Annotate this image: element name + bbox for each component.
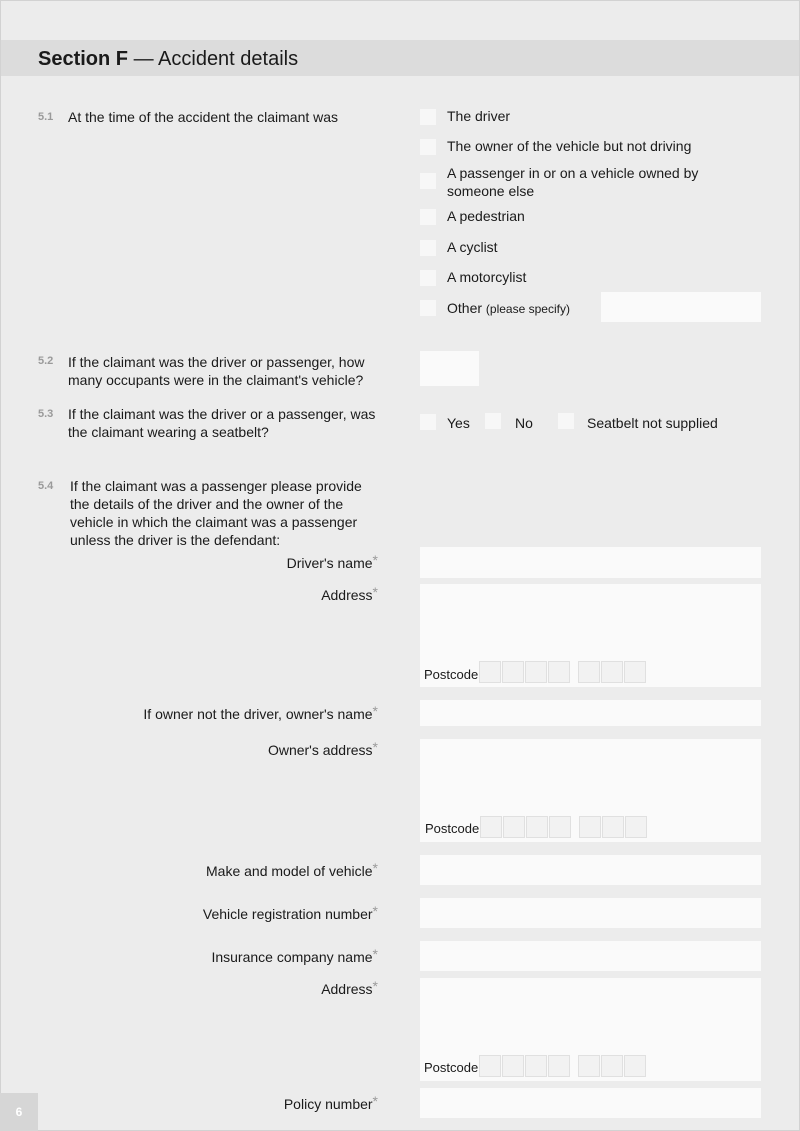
postcode-cell[interactable] bbox=[502, 1055, 524, 1077]
field-label-text: Insurance company name bbox=[211, 949, 373, 965]
option-label: Seatbelt not supplied bbox=[587, 415, 718, 431]
required-icon: * bbox=[372, 903, 378, 919]
occupants-count-input[interactable] bbox=[420, 351, 479, 386]
postcode-label: Postcode bbox=[425, 821, 480, 836]
checkbox-owner-not-driving[interactable] bbox=[420, 139, 436, 155]
required-icon: * bbox=[372, 739, 378, 755]
other-specify-input[interactable] bbox=[601, 292, 761, 322]
option-label: A passenger in or on a vehicle owned by someone else bbox=[447, 165, 699, 199]
postcode-cell[interactable] bbox=[548, 1055, 570, 1077]
registration-label bbox=[202, 903, 378, 922]
make-model-label bbox=[206, 860, 378, 879]
option-other-hint: (please specify) bbox=[485, 302, 570, 316]
question-number: 5.1 bbox=[38, 111, 54, 123]
checkbox-cyclist[interactable] bbox=[420, 240, 436, 256]
postcode-cell[interactable] bbox=[549, 816, 571, 838]
owners-address-label bbox=[267, 739, 378, 758]
postcode-cell[interactable] bbox=[578, 1055, 600, 1077]
checkbox-seatbelt-not-supplied[interactable] bbox=[558, 413, 574, 429]
option-label: No bbox=[515, 415, 533, 431]
postcode-label: Postcode bbox=[424, 1060, 479, 1075]
option-label: A cyclist bbox=[447, 239, 498, 255]
required-icon: * bbox=[372, 584, 378, 600]
required-icon: * bbox=[372, 1093, 378, 1109]
postcode-cell[interactable] bbox=[548, 661, 570, 683]
checkbox-seatbelt-no[interactable] bbox=[485, 413, 501, 429]
field-label-text: Driver's name bbox=[286, 555, 373, 571]
field-label-text: Owner's address bbox=[267, 742, 373, 758]
driver-address-label bbox=[321, 584, 378, 603]
checkbox-passenger[interactable] bbox=[420, 173, 436, 189]
postcode-cell[interactable] bbox=[480, 816, 502, 838]
required-icon: * bbox=[372, 860, 378, 876]
drivers-name-label bbox=[286, 552, 378, 571]
option-label-other bbox=[447, 300, 570, 316]
policy-number-label bbox=[283, 1093, 378, 1112]
postcode-cell[interactable] bbox=[602, 816, 624, 838]
postcode-cell[interactable] bbox=[526, 816, 548, 838]
postcode-cell[interactable] bbox=[579, 816, 601, 838]
postcode-cell[interactable] bbox=[525, 661, 547, 683]
question-text: At the time of the accident the claimant was bbox=[68, 109, 339, 125]
postcode-cell[interactable] bbox=[479, 1055, 501, 1077]
field-label-text: Vehicle registration number bbox=[202, 906, 373, 922]
required-icon: * bbox=[372, 978, 378, 994]
policy-number-input[interactable] bbox=[420, 1088, 761, 1118]
field-label-text: Address bbox=[321, 587, 373, 603]
required-icon: * bbox=[372, 946, 378, 962]
field-label-text: Policy number bbox=[283, 1096, 373, 1112]
question-text: If the claimant was the driver or a passenger, was the claimant wearing a seatbelt? bbox=[68, 406, 376, 440]
postcode-cell[interactable] bbox=[624, 1055, 646, 1077]
field-label-text: Make and model of vehicle bbox=[206, 863, 373, 879]
postcode-cell[interactable] bbox=[624, 661, 646, 683]
question-number: 5.4 bbox=[38, 480, 54, 492]
option-label: Yes bbox=[447, 415, 470, 431]
insurance-address-label bbox=[321, 978, 378, 997]
postcode-cell[interactable] bbox=[601, 661, 623, 683]
drivers-name-input[interactable] bbox=[420, 547, 761, 578]
make-model-input[interactable] bbox=[420, 855, 761, 885]
question-text: If the claimant was the driver or passenger, how many occupants were in the claimant's vehicle? bbox=[68, 354, 365, 388]
field-label-text: Address bbox=[321, 981, 373, 997]
checkbox-motorcyclist[interactable] bbox=[420, 270, 436, 286]
field-label-text: If owner not the driver, owner's name bbox=[143, 706, 373, 722]
owners-name-input[interactable] bbox=[420, 700, 761, 726]
option-label: A pedestrian bbox=[447, 208, 525, 224]
option-other-text: Other bbox=[447, 300, 483, 316]
postcode-cell[interactable] bbox=[502, 661, 524, 683]
postcode-cell[interactable] bbox=[601, 1055, 623, 1077]
section-title bbox=[38, 48, 298, 71]
checkbox-other[interactable] bbox=[420, 300, 436, 316]
page-number: 6 bbox=[0, 1093, 38, 1131]
required-icon: * bbox=[372, 703, 378, 719]
question-text: If the claimant was a passenger please provide the details of the driver and the owner of the vehicle in which the claimant was a passenger unless the driver is the defendant: bbox=[70, 478, 362, 548]
postcode-cell[interactable] bbox=[578, 661, 600, 683]
insurance-name-input[interactable] bbox=[420, 941, 761, 971]
section-letter: Section F bbox=[38, 48, 129, 70]
insurance-name-label bbox=[211, 946, 378, 965]
checkbox-seatbelt-yes[interactable] bbox=[420, 414, 436, 430]
checkbox-driver[interactable] bbox=[420, 109, 436, 125]
postcode-cell[interactable] bbox=[625, 816, 647, 838]
option-label: The owner of the vehicle but not driving bbox=[447, 138, 692, 154]
postcode-label: Postcode bbox=[424, 667, 479, 682]
question-number: 5.2 bbox=[38, 355, 54, 367]
section-subtitle: — Accident details bbox=[133, 48, 299, 70]
checkbox-pedestrian[interactable] bbox=[420, 209, 436, 225]
option-label: A motorcylist bbox=[447, 269, 527, 285]
question-number: 5.3 bbox=[38, 408, 54, 420]
postcode-cell[interactable] bbox=[525, 1055, 547, 1077]
owners-name-label bbox=[143, 703, 378, 722]
registration-input[interactable] bbox=[420, 898, 761, 928]
required-icon: * bbox=[372, 552, 378, 568]
option-label: The driver bbox=[447, 108, 511, 124]
postcode-cell[interactable] bbox=[503, 816, 525, 838]
postcode-cell[interactable] bbox=[479, 661, 501, 683]
